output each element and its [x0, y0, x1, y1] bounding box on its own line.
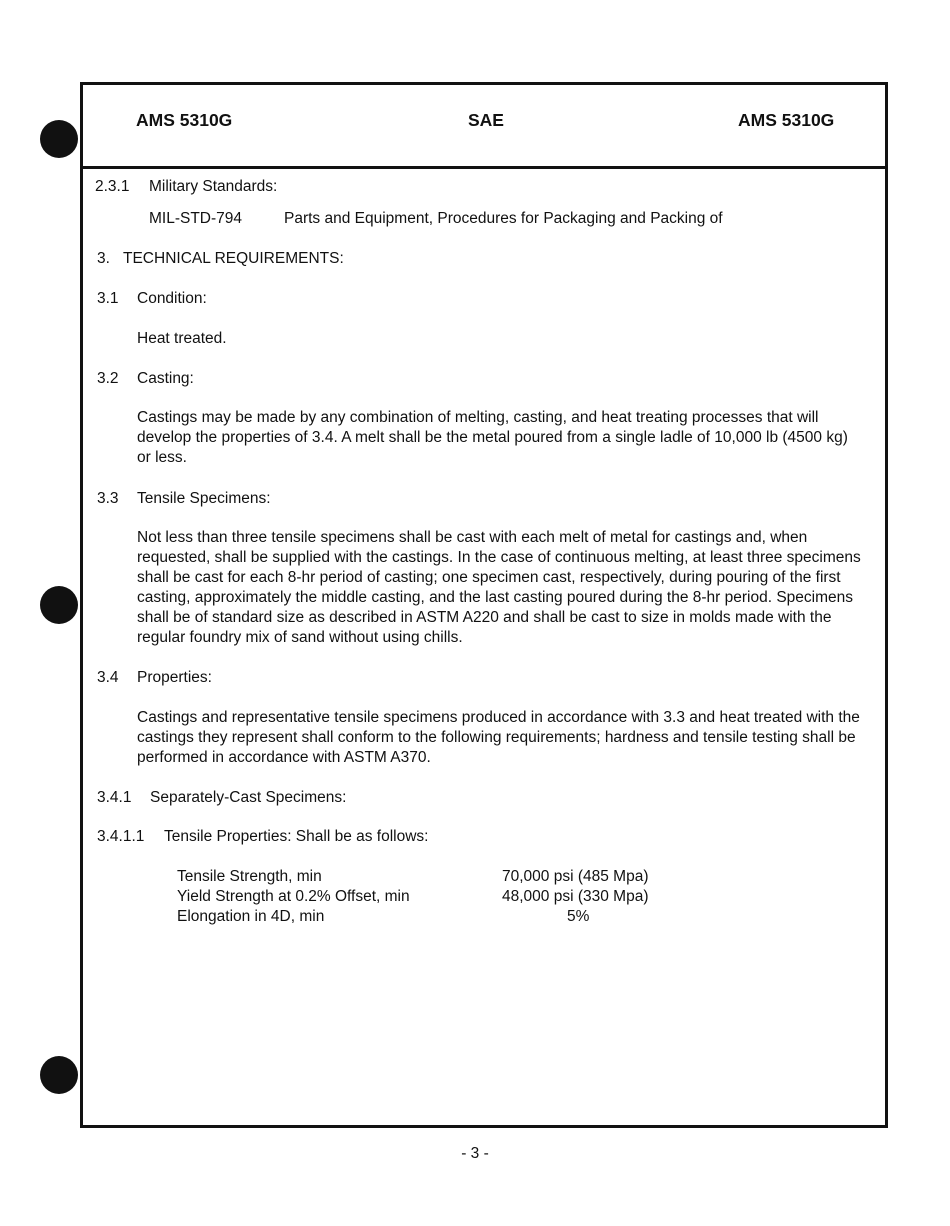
section-number: 3.4.1 [97, 789, 132, 806]
page-number: - 3 - [461, 1145, 489, 1162]
binder-hole-bottom [40, 1056, 78, 1094]
section-title: Properties: [137, 669, 212, 686]
section-number: 3.2 [97, 370, 119, 387]
section-title: Tensile Specimens: [137, 490, 271, 507]
standard-code: MIL-STD-794 [149, 210, 243, 227]
section-title: TECHNICAL REQUIREMENTS: [123, 250, 344, 267]
section-title: Separately-Cast Specimens: [150, 789, 347, 806]
section-body: Heat treated. [137, 330, 227, 347]
property-label: Elongation in 4D, min [177, 908, 325, 925]
section-title: Condition: [137, 290, 207, 307]
section-body: Castings may be made by any combination of melting, casting, and heat treating processes that will develop the properties of 3.4. A melt shall be the metal poured from a single ladle of 10,000 lb (4500 kg) or less. [137, 409, 848, 466]
standard-description: Parts and Equipment, Procedures for Packaging and Packing of [284, 210, 723, 227]
header-org: SAE [468, 110, 504, 130]
section-number: 2.3.1 [95, 178, 130, 195]
property-value: 48,000 psi (330 Mpa) [502, 888, 649, 905]
section-number: 3.1 [97, 290, 119, 307]
section-number: 3.4 [97, 669, 119, 686]
section-number: 3. [97, 250, 110, 267]
property-label: Tensile Strength, min [177, 868, 322, 885]
section-title: Tensile Properties: Shall be as follows: [164, 828, 429, 845]
section-title: Military Standards: [149, 178, 278, 195]
property-value: 70,000 psi (485 Mpa) [502, 868, 649, 885]
section-title: Casting: [137, 370, 194, 387]
binder-hole-middle [40, 586, 78, 624]
section-number: 3.4.1.1 [97, 828, 145, 845]
page-header [83, 85, 885, 169]
property-value: 5% [567, 908, 590, 925]
section-number: 3.3 [97, 490, 119, 507]
property-label: Yield Strength at 0.2% Offset, min [177, 888, 410, 905]
header-doc-id-left: AMS 5310G [136, 110, 233, 130]
binder-hole-top [40, 120, 78, 158]
section-body: Castings and representative tensile specimens produced in accordance with 3.3 and heat treated with the castings they represent shall conform to the following requirements; hardness and tensile testing shall be performed in accordance with ASTM A370. [137, 709, 860, 766]
section-body: Not less than three tensile specimens shall be cast with each melt of metal for castings and, when requested, shall be supplied with the castings. In the case of continuous melting, at least three specimens shall be cast for each 8-hr period of casting; one specimen cast, respectively, during pouring of the first casting, approximately the middle casting, and the last casting poured during the 8-hr period. Specimens shall be of standard size as described in ASTM A220 and shall be cast to size in molds made with the regular foundry mix of sand without using chills. [137, 529, 861, 646]
header-doc-id-right: AMS 5310G [738, 110, 835, 130]
